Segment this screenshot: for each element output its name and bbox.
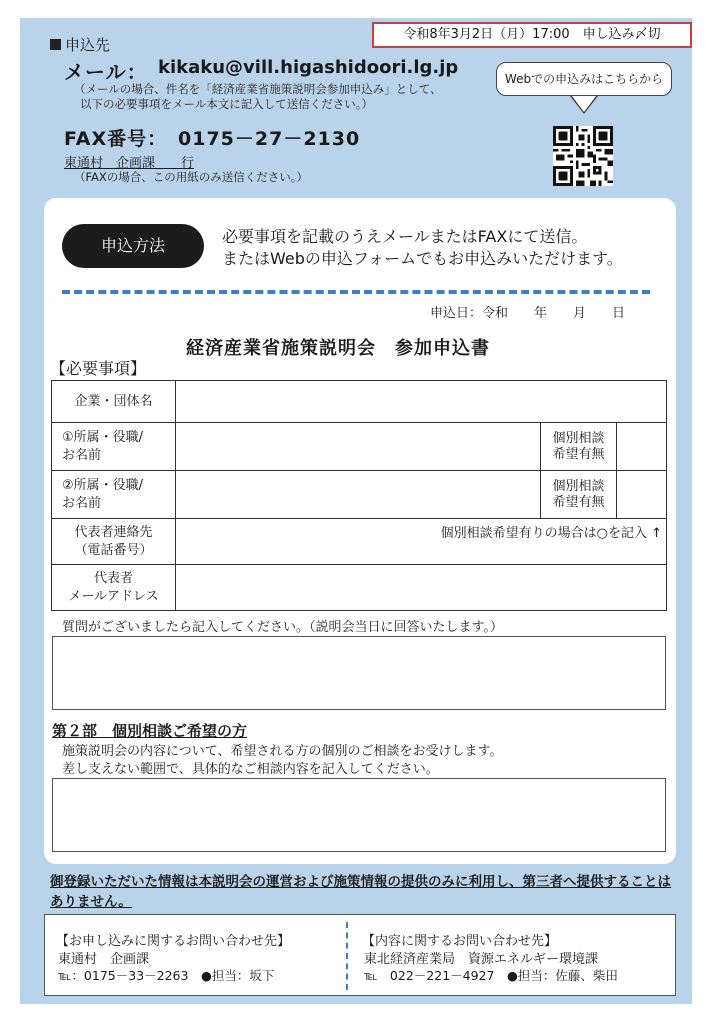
company-label: 企業・団体名 xyxy=(52,381,176,423)
divider-dashed xyxy=(62,290,650,294)
email-label xyxy=(52,565,176,611)
contact-label xyxy=(52,519,176,565)
consult-textarea[interactable] xyxy=(52,778,666,852)
person2-input[interactable] xyxy=(176,471,541,519)
apply-date[interactable]: 申込日：令和 年 月 日 xyxy=(430,306,626,321)
down-arrow-icon xyxy=(572,96,596,112)
mail-note-1: （メールの場合、件名を「経済産業省施策説明会参加申込み」として、 xyxy=(74,82,442,96)
form-title: 経済産業省施策説明会 参加申込書 xyxy=(186,338,490,359)
required-heading: 【必要事項】 xyxy=(50,359,147,378)
square-bullet-icon xyxy=(50,39,61,50)
table-row xyxy=(52,565,667,611)
email-input[interactable] xyxy=(176,565,667,611)
person1-input[interactable] xyxy=(176,423,541,471)
consult2-mark-input[interactable] xyxy=(616,471,666,519)
table-row xyxy=(52,519,667,565)
contact-divider xyxy=(346,922,348,990)
right-contact-org: 東北経済産業局 資源エネルギー環境課 xyxy=(364,952,599,967)
consult1-label xyxy=(540,423,616,471)
fax-recipient: 東通村 企画課 行 xyxy=(64,156,195,171)
person2-label-line2: お名前 xyxy=(62,495,102,511)
apply-to-heading-text: 申込先 xyxy=(65,36,111,54)
consult-note: 個別相談希望有りの場合は○を記入 ↑ xyxy=(440,526,662,541)
email-label-line1: 代表者 xyxy=(93,570,133,586)
method-badge: 申込方法 xyxy=(62,224,204,268)
consult1-mark-input[interactable] xyxy=(616,423,666,471)
contact-label-line2: （電話番号） xyxy=(74,542,153,558)
person1-label xyxy=(52,423,176,471)
person2-label-line1: ②所属・役職/ xyxy=(62,477,144,493)
table-row xyxy=(52,423,667,471)
right-contact-heading: 【内容に関するお問い合わせ先】 xyxy=(362,934,558,949)
method-line-1: 必要事項を記載のうえメールまたはFAXにて送信。 xyxy=(222,227,588,246)
company-input[interactable] xyxy=(176,381,667,423)
contact-label-line1: 代表者連絡先 xyxy=(74,524,153,540)
fax-label: FAX番号： xyxy=(64,128,168,150)
left-contact-org: 東通村 企画課 xyxy=(58,952,150,967)
consult2-line2: 希望有無 xyxy=(552,494,605,510)
table-row xyxy=(52,381,667,423)
mail-label: メール： xyxy=(64,60,148,84)
person1-label-line1: ①所属・役職/ xyxy=(62,429,144,445)
consult1-line1: 個別相談 xyxy=(552,430,605,446)
mail-address-link[interactable]: kikaku@vill.higashidoori.lg.jp xyxy=(158,57,459,78)
question-textarea[interactable] xyxy=(52,636,666,710)
mail-note-2: 以下の必要事項をメール本文に記入して送信ください。） xyxy=(80,97,374,111)
part2-title: 第２部 個別相談ご希望の方 xyxy=(52,722,248,740)
fax-number: 0175－27－2130 xyxy=(178,128,361,150)
right-contact-tel: ℡ 022－221－4927 ●担当：佐藤、柴田 xyxy=(364,968,618,983)
application-table xyxy=(51,380,667,611)
web-apply-bubble: Webでの申込みはこちらから xyxy=(496,62,672,96)
table-row xyxy=(52,471,667,519)
apply-to-heading xyxy=(50,34,110,55)
consult2-line1: 個別相談 xyxy=(552,478,605,494)
person2-label xyxy=(52,471,176,519)
left-contact-heading: 【お申し込みに関するお問い合わせ先】 xyxy=(56,934,291,949)
person1-label-line2: お名前 xyxy=(62,447,102,463)
fax-note: （FAXの場合、この用紙のみ送信ください。） xyxy=(74,170,309,184)
method-line-2: またはWebの申込フォームでもお申込みいただけます。 xyxy=(222,249,623,268)
left-contact-tel: ℡：0175－33－2263 ●担当：坂下 xyxy=(58,968,275,983)
privacy-notice: 御登録いただいた情報は本説明会の運営および施策情報の提供のみに利用し、第三者へ提供することはありません。 xyxy=(50,874,671,910)
part2-line-2: 差し支えない範囲で、具体的なご相談内容を記入してください。 xyxy=(62,762,439,777)
contact-phone-input[interactable] xyxy=(176,519,667,565)
part2-line-1: 施策説明会の内容について、希望される方の個別のご相談をお受けします。 xyxy=(62,744,503,759)
consult2-label xyxy=(540,471,616,519)
deadline-banner: 令和8年3月2日（月）17:00 申し込み〆切 xyxy=(372,22,692,48)
qr-code-icon[interactable] xyxy=(553,126,613,186)
question-instruction: 質問がございましたら記入してください。（説明会当日に回答いたします。） xyxy=(62,620,503,635)
email-label-line2: メールアドレス xyxy=(68,588,159,604)
consult1-line2: 希望有無 xyxy=(552,446,605,462)
